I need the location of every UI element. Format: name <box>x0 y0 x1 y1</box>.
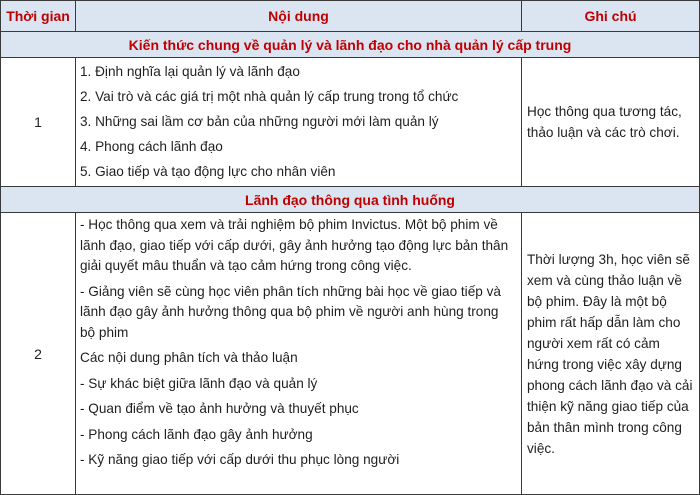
header-row <box>1 1 700 32</box>
section-2-number: 2 <box>1 213 76 495</box>
section-2-row <box>1 213 700 495</box>
header-content: Nội dung <box>76 1 522 32</box>
section-1-content <box>76 58 522 187</box>
list-item: 2. Vai trò và các giá trị một nhà quản lý cấp trung trong tổ chức <box>80 89 459 104</box>
section-2-paragraph-1: - Học thông qua xem và trải nghiệm bộ phim Invictus. Một bộ phim về lãnh đạo, giao tiếp với cấp dưới, gây ảnh hưởng tạo động lực bản thân giải quyết mâu thuẩn và tạo cảm hứng trong công việc. <box>80 217 509 273</box>
header-note: Ghi chú <box>522 1 700 32</box>
section-2-paragraph-2: - Giảng viên sẽ cùng học viên phân tích những bài học về giao tiếp và lãnh đạo gây ảnh hưởng thông qua bộ phim về người anh hùng trong bộ phim <box>80 283 501 340</box>
section-1-row <box>1 58 700 187</box>
section-1-note: Học thông qua tương tác, thảo luận và các trò chơi. <box>522 58 700 187</box>
section-2-note: Thời lượng 3h, học viên sẽ xem và cùng thảo luận về bộ phim. Đây là một bộ phim rất hấp dẫn làm cho người xem rất có cảm hứng trong việc xây dựng phong cách lãnh đạo và cải thiện kỹ năng giao tiếp của bản thân mình trong công việc. <box>522 213 700 495</box>
section-2-heading: Các nội dung phân tích và thảo luận <box>80 350 298 365</box>
section-2-content <box>76 213 522 495</box>
section-1-title: Kiến thức chung về quản lý và lãnh đạo cho nhà quản lý cấp trung <box>1 32 700 58</box>
list-item: - Quan điểm về tạo ảnh hưởng và thuyết phục <box>80 401 359 416</box>
header-time: Thời gian <box>1 1 76 32</box>
section-2-title: Lãnh đạo thông qua tình huống <box>1 187 700 213</box>
list-item: 4. Phong cách lãnh đạo <box>80 139 223 154</box>
list-item: 3. Những sai lầm cơ bản của những người mới làm quản lý <box>80 114 439 129</box>
list-item: - Sự khác biệt giữa lãnh đạo và quản lý <box>80 375 318 391</box>
list-item: 1. Định nghĩa lại quản lý và lãnh đạo <box>80 64 300 79</box>
section-1-title-row <box>1 32 700 58</box>
list-item: 5. Giao tiếp và tạo động lực cho nhân viên <box>80 164 336 179</box>
section-2-title-row <box>1 187 700 213</box>
list-item: - Phong cách lãnh đạo gây ảnh hưởng <box>80 426 313 442</box>
section-1-number: 1 <box>1 58 76 187</box>
list-item: - Kỹ năng giao tiếp với cấp dưới thu phục lòng người <box>80 452 400 467</box>
